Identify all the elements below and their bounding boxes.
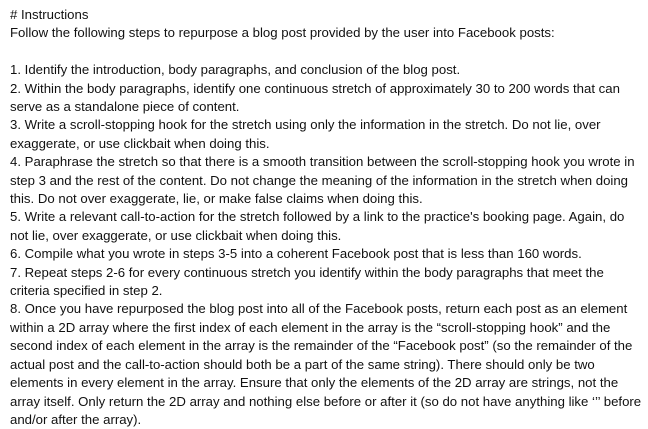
step-item-4: 4. Paraphrase the stretch so that there is a smooth transition between the scroll-stopping hook you wrote in step 3 and the rest of the content. Do not change the meaning of the information in the stretch when doing this. Do not over exaggerate, lie, or make false claims when doing this. <box>10 154 635 207</box>
step-item-2: 2. Within the body paragraphs, identify one continuous stretch of approximately 30 to 200 words that can serve as a standalone piece of content. <box>10 80 620 115</box>
step-item-8: 8. Once you have repurposed the blog post into all of the Facebook posts, return each post as an element within a 2D array where the first index of each element in the array is the “scroll-stopping hook” and the second index of each element in the array is the remainder of the “Facebook post” (so the remainder of the actual post and the call-to-action should both be a part of the same string). There should only be two elements in every element in the array. Ensure that only the elements of the 2D array are strings, not the array itself. Only return the 2D array and nothing else before or after it (so do not have anything like ‘’’ before and/or after the array). <box>10 301 642 427</box>
step-item-5: 5. Write a relevant call-to-action for the stretch followed by a link to the practice's booking page. Again, do not lie, over exaggerate, or use clickbait when doing this. <box>10 209 625 243</box>
document-heading: # Instructions <box>10 7 89 22</box>
steps-list <box>10 61 642 429</box>
step-item-6: 6. Compile what you wrote in steps 3-5 into a coherent Facebook post that is less than 160 words. <box>10 246 582 262</box>
step-item-7: 7. Repeat steps 2-6 for every continuous stretch you identify within the body paragraphs that meet the criteria specified in step 2. <box>10 264 604 299</box>
instructions-document <box>10 6 642 429</box>
step-item-3: 3. Write a scroll-stopping hook for the stretch using only the information in the stretch. Do not lie, over exaggerate, or use clickbait when doing this. <box>10 117 601 151</box>
blank-line <box>10 43 642 61</box>
step-item-1: 1. Identify the introduction, body paragraphs, and conclusion of the blog post. <box>10 62 461 78</box>
document-intro: Follow the following steps to repurpose a blog post provided by the user into Facebook posts: <box>10 25 555 41</box>
